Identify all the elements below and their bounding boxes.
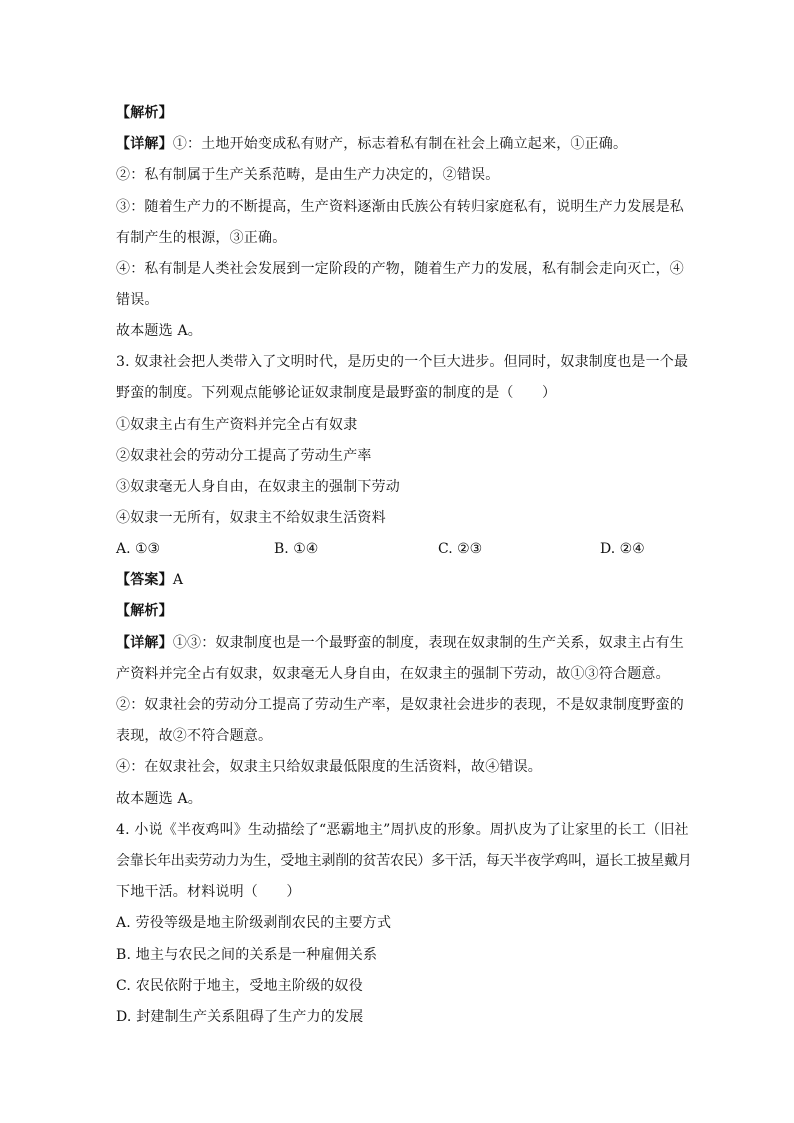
statement-item: ④奴隶一无所有，奴隶主不给奴隶生活资料 — [116, 510, 386, 526]
detail-text: ①③：奴隶制度也是一个最野蛮的制度，表现在奴隶制的生产关系，奴隶主占有生 — [172, 635, 685, 651]
answer-value: A — [172, 572, 184, 588]
detail-line-3b: 有制产生的根源，③正确。 — [116, 230, 287, 246]
statement-item: ③奴隶毫无人身自由，在奴隶主的强制下劳动 — [116, 479, 400, 495]
detail-label: 【详解】 — [116, 136, 173, 152]
option-b: B. 地主与农民之间的关系是一种雇佣关系 — [116, 947, 378, 963]
detail-line: 表现，故②不符合题意。 — [116, 728, 273, 744]
question-3-stem-a: 3. 奴隶社会把人类带入了文明时代，是历史的一个巨大进步。但同时，奴隶制度也是一个最 — [116, 354, 689, 370]
option-c: C. 农民依附于地主，受地主阶级的奴役 — [116, 978, 363, 994]
option-c: C. ②③ — [438, 541, 483, 557]
question-3-stem-b: 野蛮的制度。下列观点能够论证奴隶制度是最野蛮的制度的是（ ） — [116, 385, 557, 401]
question-4-stem-c: 下地干活。材料说明（ ） — [116, 884, 301, 900]
detail-line: ④：在奴隶社会，奴隶主只给奴隶最低限度的生活资料，故④错误。 — [116, 759, 542, 775]
statement-item: ②奴隶社会的劳动分工提高了劳动生产率 — [116, 448, 372, 464]
detail-line-4b: 错误。 — [116, 292, 159, 308]
option-a: A. 劳役等级是地主阶级剥削农民的主要方式 — [116, 915, 392, 931]
option-d: D. 封建制生产关系阻碍了生产力的发展 — [116, 1009, 364, 1025]
detail-paragraph-1 — [116, 135, 627, 153]
answer-line — [116, 571, 183, 589]
detail-line-2: ②：私有制属于生产关系范畴，是由生产力决定的，②错误。 — [116, 167, 500, 183]
detail-line: ②：奴隶社会的劳动分工提高了劳动生产率，是奴隶社会进步的表现，不是奴隶制度野蛮的 — [116, 697, 684, 713]
option-d: D. ②④ — [600, 541, 645, 557]
question-4-stem-a: 4. 小说《半夜鸡叫》生动描绘了“恶霸地主”周扒皮的形象。周扒皮为了让家里的长工（旧社 — [116, 822, 689, 838]
analysis-label: 【解析】 — [116, 105, 173, 121]
conclusion: 故本题选 A。 — [116, 791, 202, 807]
conclusion: 故本题选 A。 — [116, 323, 202, 339]
option-a: A. ①③ — [116, 541, 161, 557]
answer-label: 【答案】 — [116, 572, 173, 588]
statement-item: ①奴隶主占有生产资料并完全占有奴隶 — [116, 417, 358, 433]
detail-line-4a: ④：私有制是人类社会发展到一定阶段的产物，随着生产力的发展，私有制会走向灭亡，④ — [116, 261, 684, 277]
detail-line: 产资料并完全占有奴隶，奴隶毫无人身自由，在奴隶主的强制下劳动，故①③符合题意。 — [116, 666, 670, 682]
detail-paragraph — [116, 634, 684, 652]
detail-label: 【详解】 — [116, 635, 173, 651]
question-4-stem-b: 会靠长年出卖劳动力为生，受地主剥削的贫苦农民）多干活，每天半夜学鸡叫，逼长工披星戴月 — [116, 853, 692, 869]
detail-line-3a: ③：随着生产力的不断提高，生产资料逐渐由氏族公有转归家庭私有，说明生产力发展是私 — [116, 199, 684, 215]
analysis-label: 【解析】 — [116, 603, 173, 619]
option-b: B. ①④ — [274, 541, 319, 557]
detail-text: ①：土地开始变成私有财产，标志着私有制在社会上确立起来，①正确。 — [172, 136, 628, 152]
